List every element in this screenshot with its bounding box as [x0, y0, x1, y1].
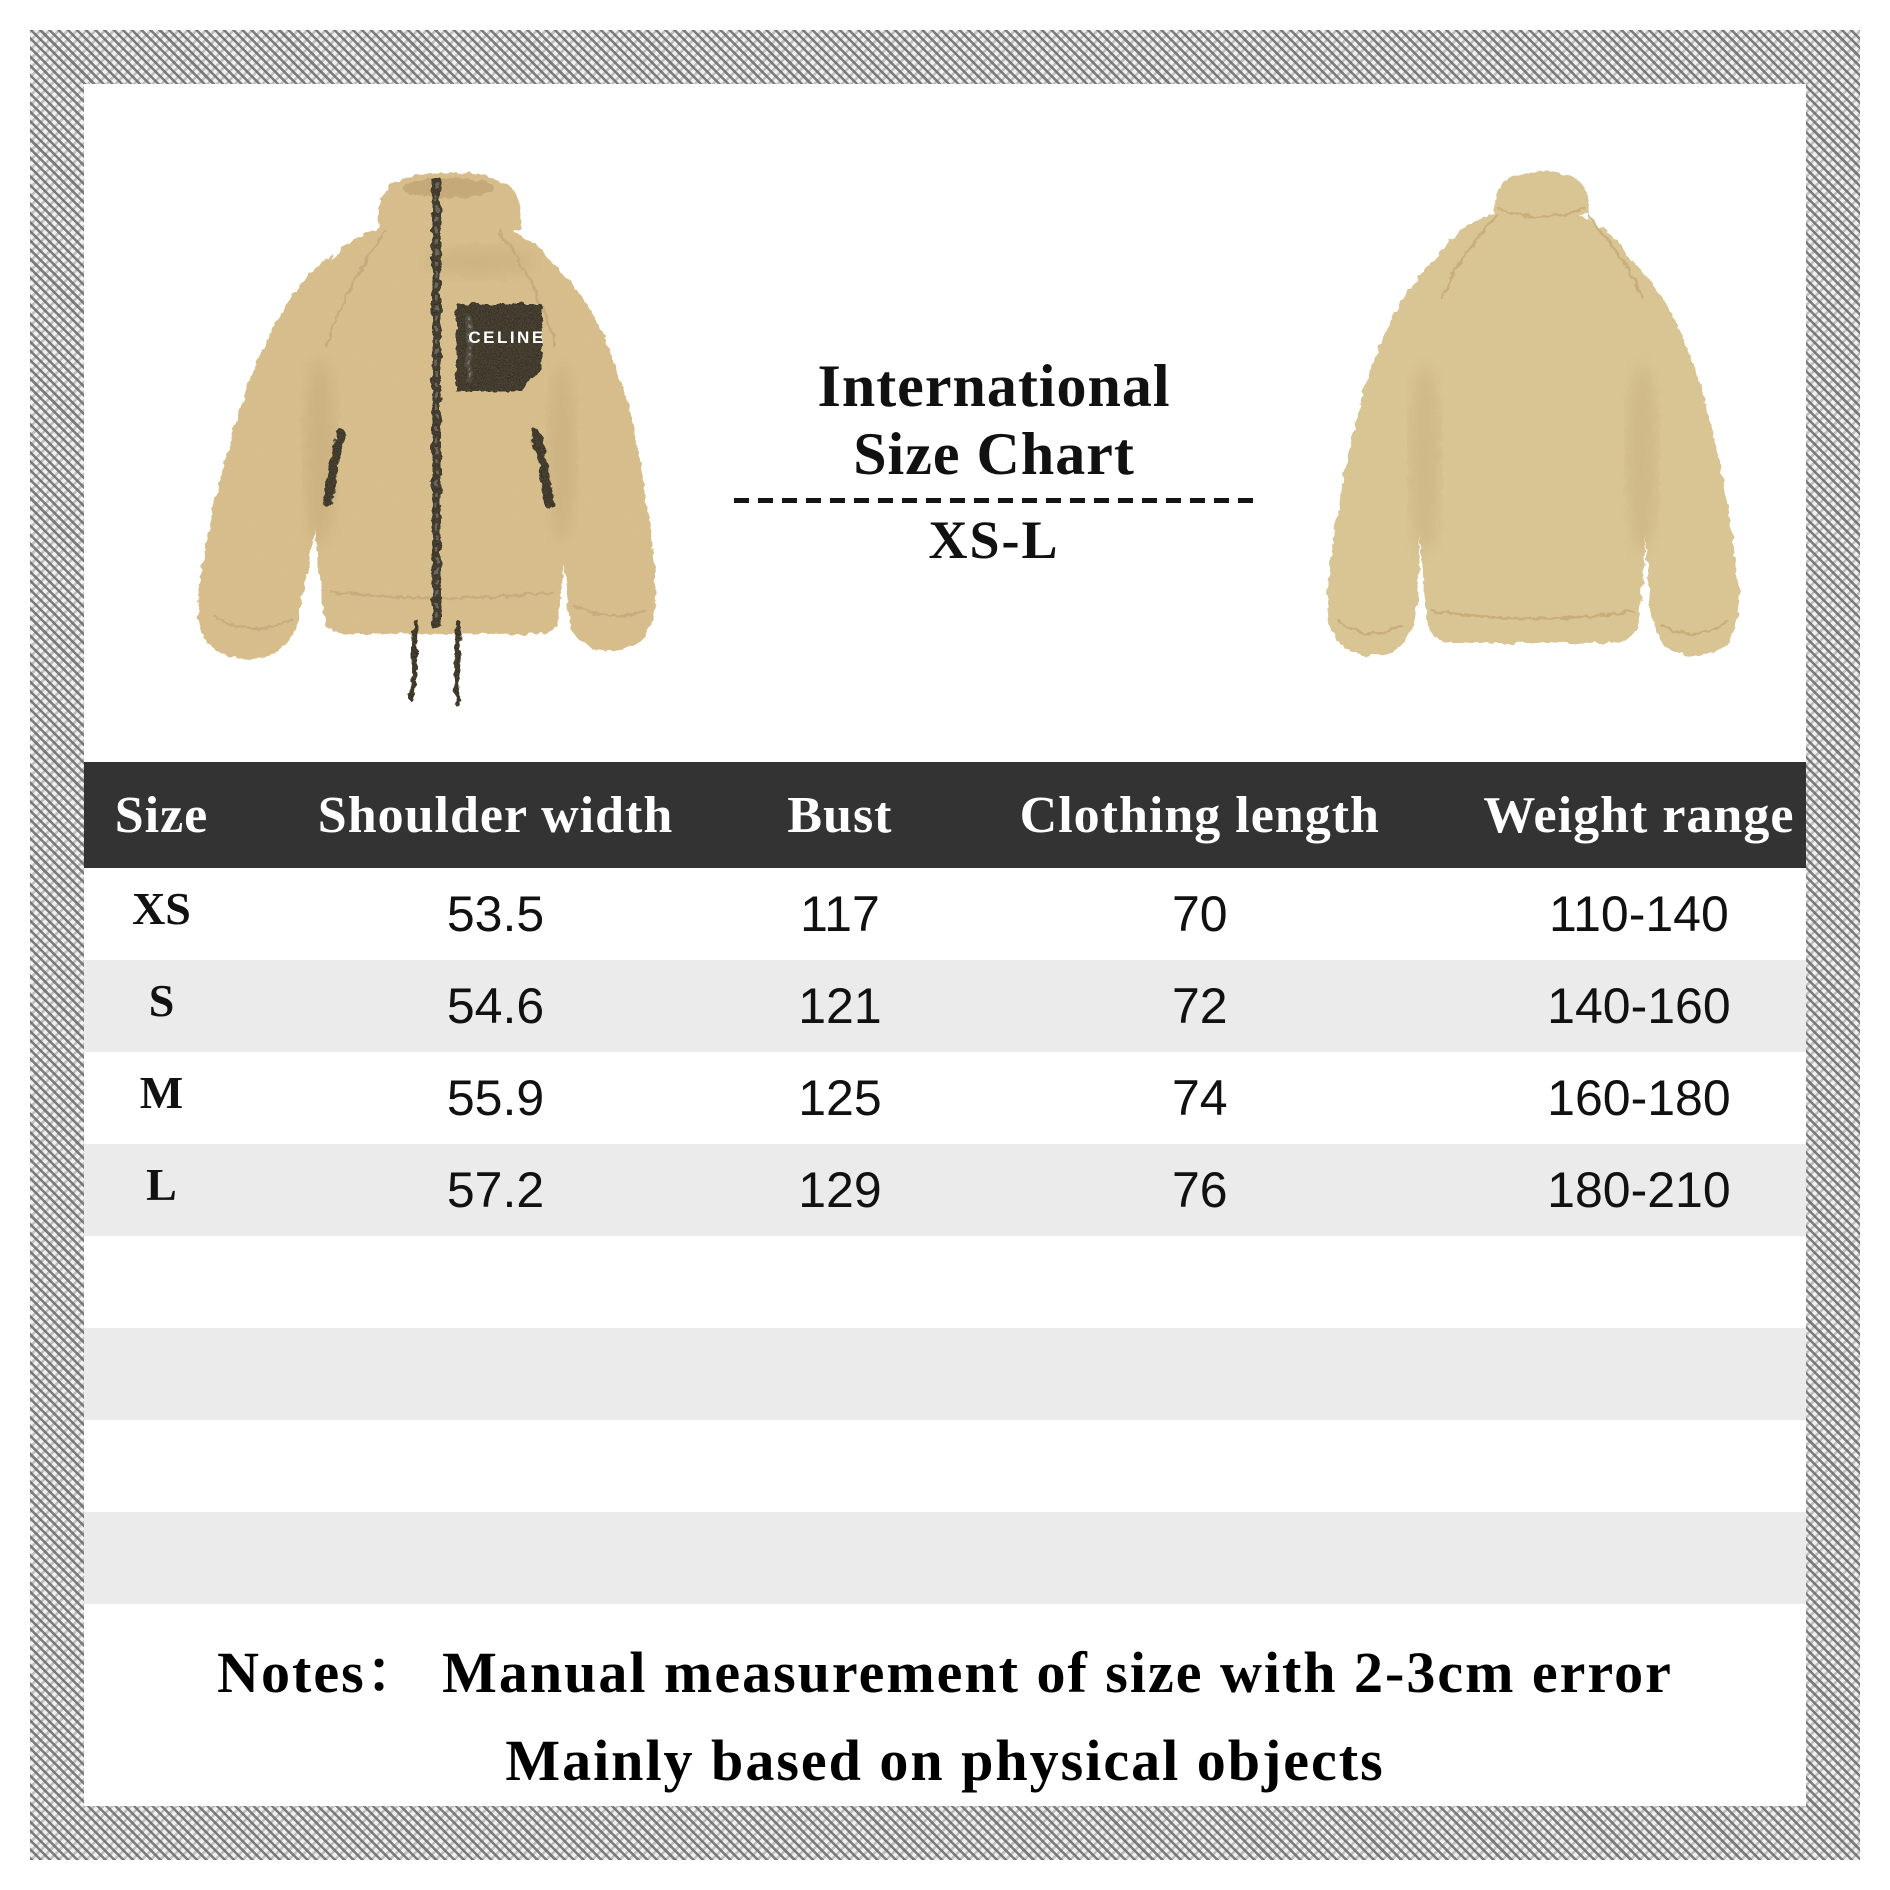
column-header-weight-range: Weight range — [1483, 786, 1795, 844]
notes-line1: Notes： Manual measurement of size with 2-3cm error — [217, 1640, 1673, 1705]
table-header-row — [84, 762, 1806, 868]
dashed-divider — [734, 498, 1254, 503]
table-row-xs — [84, 868, 1806, 960]
table-row-m — [84, 1052, 1806, 1144]
empty-row — [84, 1236, 1806, 1328]
weight-range-value: 110-140 — [1549, 886, 1729, 942]
clothing-length-value: 70 — [1172, 886, 1228, 942]
empty-row — [84, 1512, 1806, 1604]
table-row-l — [84, 1144, 1806, 1236]
page-title-line1: International — [817, 353, 1171, 419]
weight-range-value: 180-210 — [1547, 1162, 1731, 1218]
weight-range-value: 140-160 — [1547, 978, 1731, 1034]
jacket-back-image — [1279, 159, 1784, 664]
column-header-clothing-length: Clothing length — [1019, 786, 1380, 844]
shoulder-width-value: 53.5 — [446, 886, 545, 942]
bust-value: 117 — [800, 886, 880, 942]
clothing-length-value: 76 — [1172, 1162, 1228, 1218]
clothing-length-value: 72 — [1172, 978, 1228, 1034]
size-range-label: XS-L — [928, 510, 1060, 570]
empty-row — [84, 1328, 1806, 1420]
column-header-size: Size — [114, 786, 209, 844]
bust-value: 129 — [798, 1162, 882, 1218]
brand-logo-text: CELINE — [468, 328, 546, 347]
empty-row — [84, 1420, 1806, 1512]
title-block — [714, 352, 1274, 571]
size-value: M — [139, 1066, 184, 1118]
bust-value: 121 — [798, 978, 882, 1034]
table-row-s — [84, 960, 1806, 1052]
weight-range-value: 160-180 — [1547, 1070, 1731, 1126]
notes-line2: Mainly based on physical objects — [505, 1728, 1385, 1793]
size-value: S — [148, 974, 175, 1026]
decorative-woven-border — [30, 30, 1860, 1860]
size-value: L — [146, 1158, 177, 1210]
shoulder-width-value: 54.6 — [446, 978, 545, 1034]
collar-opening-shadow — [404, 178, 496, 198]
shoulder-width-value: 55.9 — [446, 1070, 545, 1126]
back-shading-right — [1627, 364, 1657, 554]
shading-right — [548, 362, 576, 542]
size-table — [84, 762, 1806, 1604]
content-area — [84, 84, 1806, 1806]
shading-left — [304, 357, 336, 547]
back-shading-left — [1410, 364, 1440, 554]
column-header-shoulder-width: Shoulder width — [317, 786, 674, 844]
clothing-length-value: 74 — [1172, 1070, 1228, 1126]
page-title-line2: Size Chart — [853, 421, 1135, 487]
shoulder-width-value: 57.2 — [446, 1162, 545, 1218]
jacket-front-image — [180, 142, 710, 732]
bust-value: 125 — [798, 1070, 882, 1126]
back-torso — [1417, 207, 1649, 643]
column-header-bust: Bust — [787, 786, 893, 844]
hem-drawstrings — [411, 622, 458, 704]
size-value: XS — [132, 882, 191, 934]
notes-block — [84, 1629, 1806, 1805]
